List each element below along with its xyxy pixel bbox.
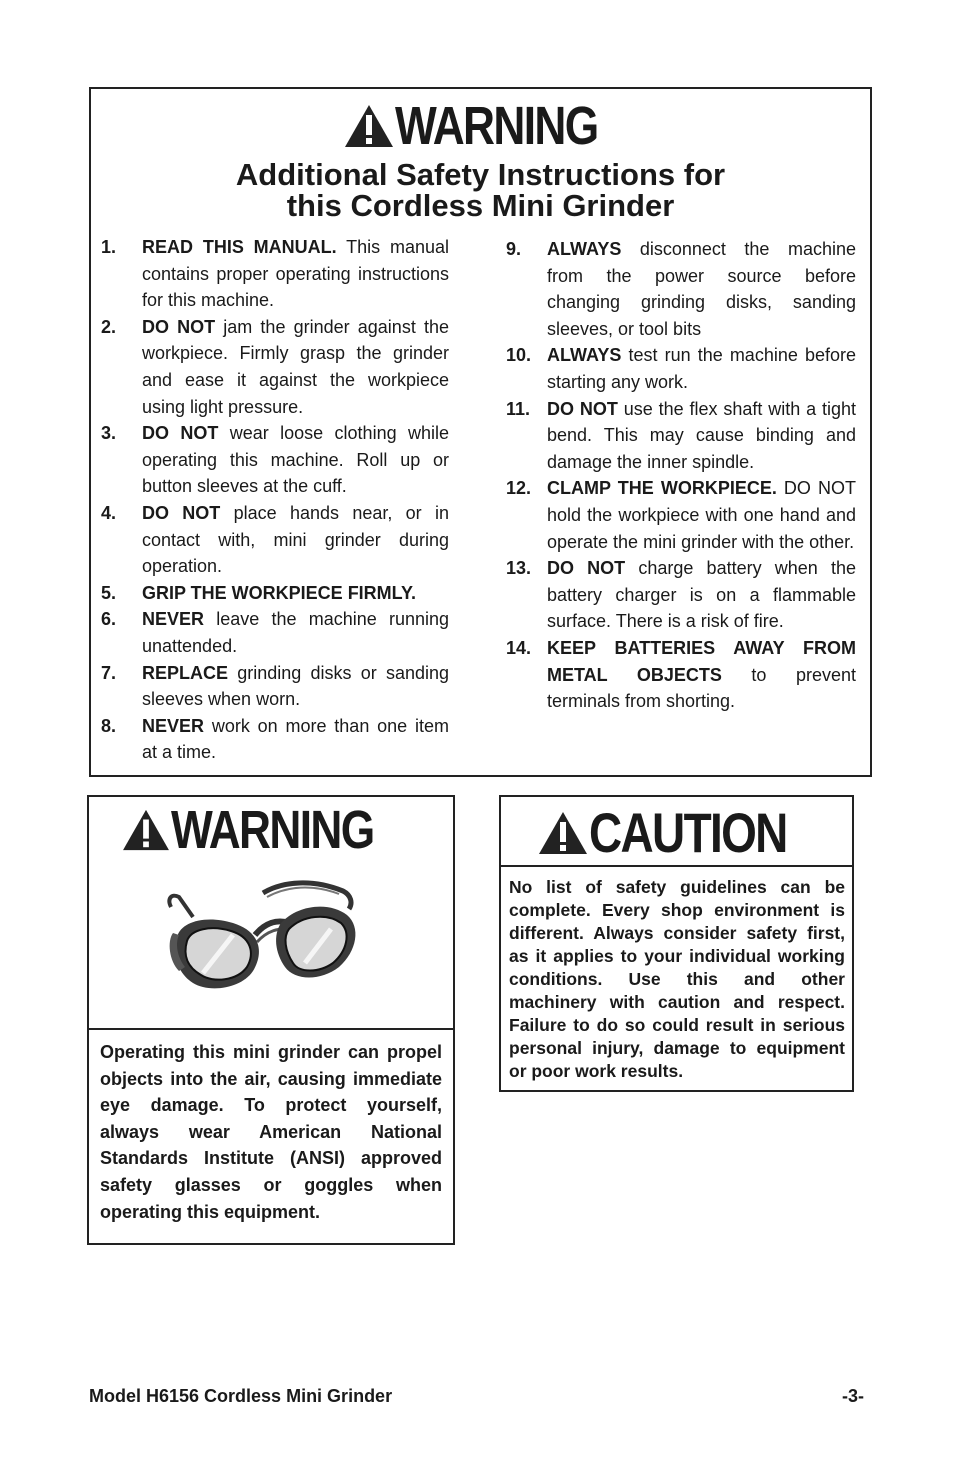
item-text: place hands near, or in contact with, mini grinder during operation.	[142, 502, 449, 577]
instruction-item	[101, 314, 449, 420]
item-emphasis: ALWAYS	[547, 239, 622, 259]
item-text: jam the grinder against the workpiece. Firmly grasp the grinder and ease it against the workpiece using light pressure.	[142, 316, 449, 417]
item-number: 14.	[506, 637, 532, 658]
item-emphasis: GRIP THE WORKPIECE FIRMLY.	[142, 582, 417, 603]
instruction-item	[101, 234, 449, 314]
caution-box	[499, 795, 854, 1092]
warning-triangle-icon	[537, 810, 589, 856]
item-emphasis: ALWAYS	[547, 345, 622, 366]
instruction-item	[101, 580, 449, 607]
item-number: 9.	[506, 239, 522, 259]
item-text: wear loose clothing while operating this machine. Roll up or button sleeves at the cuff.	[142, 423, 449, 497]
item-text: to prevent terminals from shorting.	[547, 664, 856, 712]
item-emphasis: DO NOT	[142, 423, 219, 444]
instructions-left-column	[101, 234, 449, 766]
instruction-item	[506, 342, 856, 395]
item-number: 1.	[101, 237, 117, 257]
safety-glasses-icon	[163, 875, 363, 995]
item-emphasis: DO NOT	[142, 316, 216, 337]
footer-model-name: Model H6156 Cordless Mini Grinder	[89, 1386, 393, 1406]
item-number: 5.	[101, 582, 117, 603]
instruction-item	[101, 660, 449, 713]
caution-header	[537, 801, 830, 864]
item-number: 4.	[101, 502, 117, 523]
item-text: leave the machine running unattended.	[142, 609, 449, 656]
section-divider	[89, 1028, 453, 1030]
item-emphasis: REPLACE	[142, 662, 229, 683]
item-text: This manual contains proper operating instructions for this machine.	[142, 237, 449, 311]
item-emphasis: DO NOT	[142, 502, 221, 523]
safety-instructions-warning-box	[89, 87, 872, 777]
warning-header	[121, 800, 418, 860]
item-number: 11.	[506, 398, 531, 419]
item-text: work on more than one item at a time.	[142, 715, 449, 763]
eye-protection-warning-box	[87, 795, 455, 1245]
instruction-item	[506, 555, 856, 635]
instruction-item	[506, 475, 856, 555]
item-text: charge battery when the battery charger is on a flammable surface. There is a risk of fire.	[547, 558, 856, 632]
item-number: 3.	[101, 423, 117, 444]
item-text: disconnect the machine from the power source before changing grinding disks, sanding sleeves, or tool bits	[547, 239, 856, 339]
item-number: 6.	[101, 609, 117, 630]
item-number: 2.	[101, 316, 117, 337]
section-title-line1: Additional Safety Instructions for	[235, 157, 726, 192]
item-emphasis: NEVER	[142, 609, 205, 630]
item-emphasis: KEEP BATTERIES AWAY FROM METAL OBJECTS	[547, 637, 856, 685]
item-number: 12.	[506, 478, 532, 499]
warning-heading: WARNING	[395, 96, 598, 156]
item-emphasis: CLAMP THE WORKPIECE.	[547, 478, 777, 499]
item-emphasis: READ THIS MANUAL.	[142, 237, 337, 257]
instruction-item	[101, 713, 449, 766]
eye-protection-text: Operating this mini grinder can propel objects into the air, causing immediate eye damage. To protect yourself, always wear American National Standards Institute (ANSI) approved safety glasses or goggles when operating this equipment.	[100, 1042, 442, 1222]
item-emphasis: NEVER	[142, 715, 205, 736]
instruction-item	[506, 396, 856, 476]
instruction-item	[506, 635, 856, 715]
item-emphasis: DO NOT	[547, 398, 618, 419]
instructions-right-column	[506, 236, 856, 715]
item-text: DO NOT hold the workpiece with one hand and operate the mini grinder with the other.	[547, 478, 856, 552]
item-emphasis: DO NOT	[547, 558, 626, 579]
section-divider	[501, 865, 852, 867]
item-number: 13.	[506, 558, 532, 579]
caution-text: No list of safety guidelines can be complete. Every shop environment is different. Always consider safety first, as it applies to your individual working conditions. Use this and other machinery with caution and respect. Failure to do so could result in serious personal injury, damage to equipment or poor work results.	[509, 877, 845, 1081]
item-text: grinding disks or sanding sleeves when worn.	[142, 662, 449, 710]
caution-heading: CAUTION	[589, 801, 787, 864]
item-number: 8.	[101, 715, 117, 736]
instruction-item	[101, 420, 449, 500]
item-text: test run the machine before starting any work.	[547, 345, 856, 392]
item-number: 7.	[101, 662, 117, 683]
instruction-item	[101, 606, 449, 659]
warning-triangle-icon	[121, 808, 171, 852]
warning-header	[343, 96, 642, 156]
page-number: -3-	[842, 1386, 864, 1406]
warning-triangle-icon	[343, 103, 395, 149]
section-title-line2: this Cordless Mini Grinder	[286, 188, 675, 223]
item-number: 10.	[506, 345, 532, 366]
instruction-item	[101, 500, 449, 580]
instruction-item	[506, 236, 856, 342]
item-text: use the flex shaft with a tight bend. This may cause binding and damage the inner spindle.	[547, 398, 856, 472]
warning-heading: WARNING	[171, 800, 374, 860]
